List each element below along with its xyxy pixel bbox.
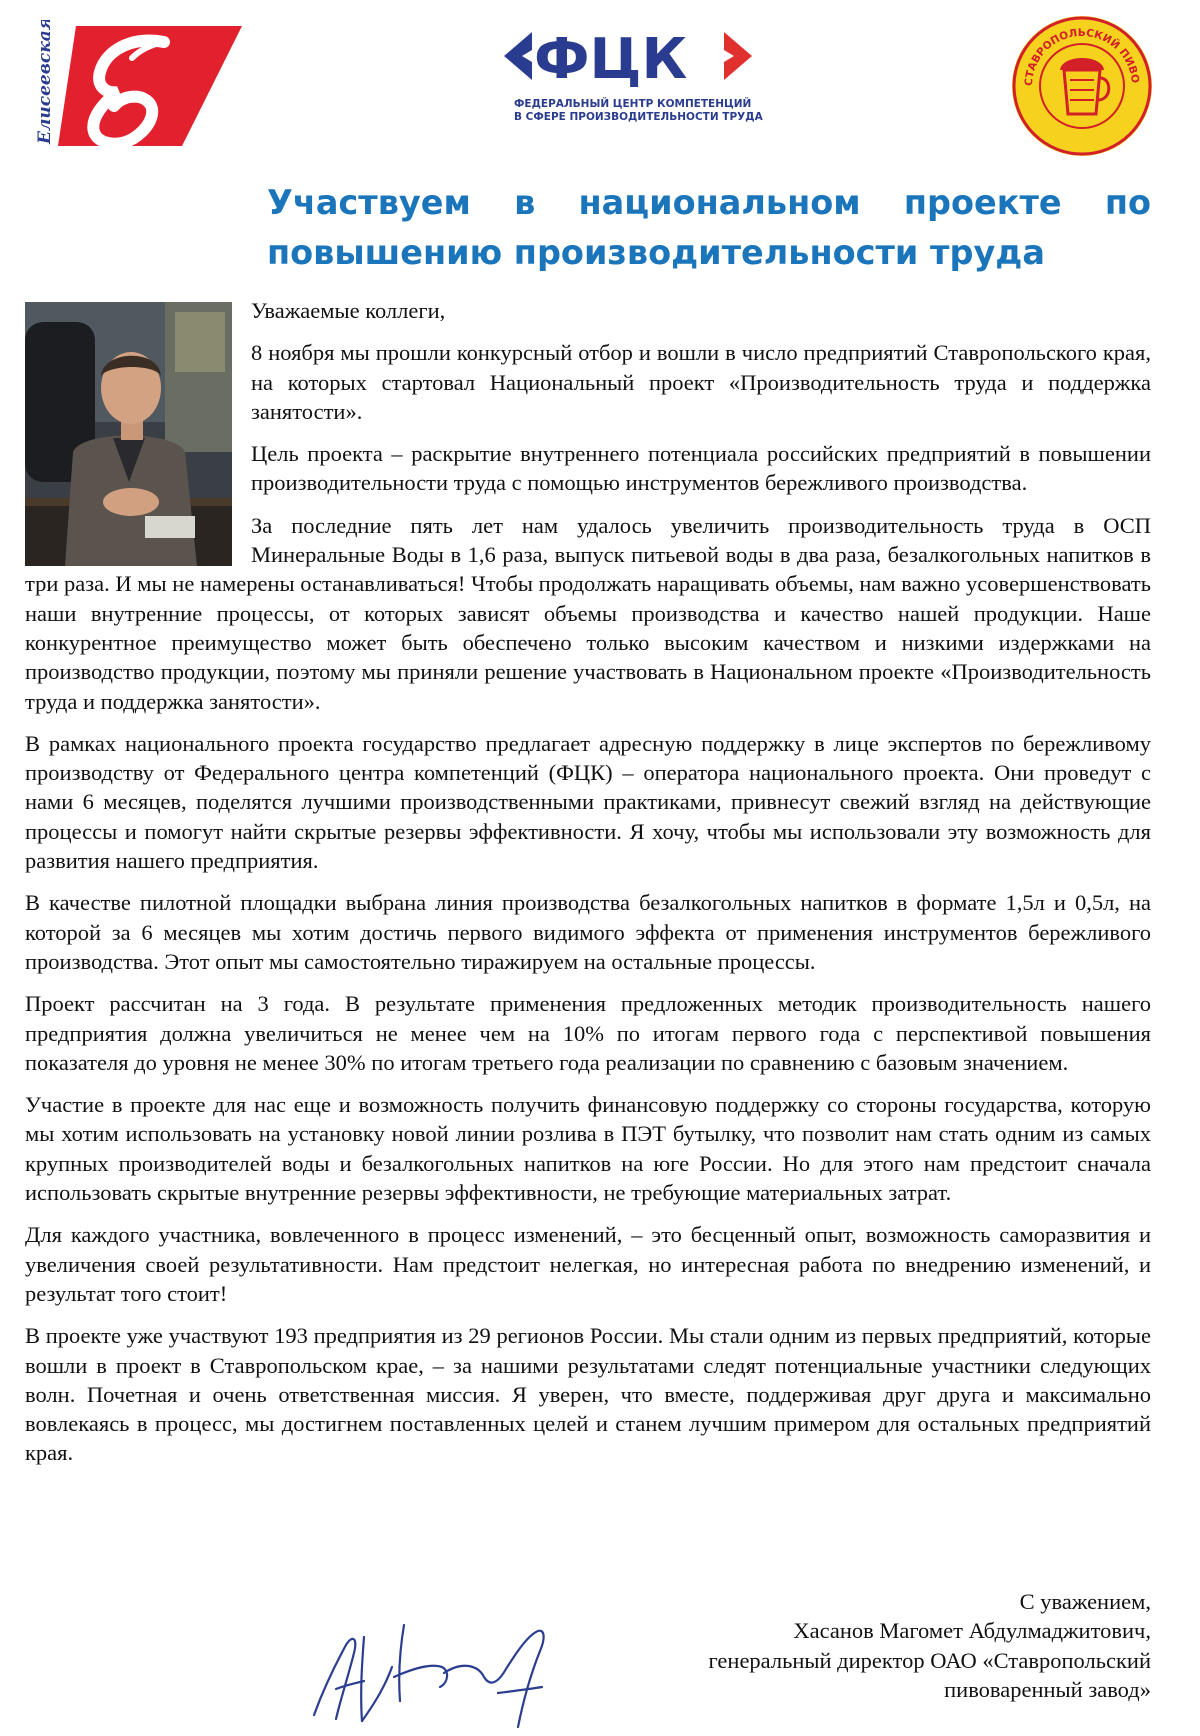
paragraph-3: За последние пять лет нам удалось увеличить производительность труда в ОСП Минеральные Воды в 1,6 раза, выпуск питьевой воды в два раза, безалкогольных напитков в три раза. И мы не намерены останавливаться! Чтобы продолжать наращивать объемы, нам важно усовершенствовать наши внутренние процессы, от которых зависят объемы производства и качество нашей продукции. Наше конкурентное преимущество может быть обеспечено только высоким качеством и низкими издержками на производство продукции, поэтому мы приняли решение участвовать в Национальном проекте «Производительность труда и поддержка занятости». [25,512,1151,714]
fck-subtitle-line1: ФЕДЕРАЛЬНЫЙ ЦЕНТР КОМПЕТЕНЦИЙ [514,98,752,110]
handwritten-signature [302,1597,574,1731]
fck-subtitle [514,98,764,124]
closing: С уважением, [1019,1589,1151,1614]
fck-abbr: ФЦК [534,27,688,92]
paragraph-1: 8 ноября мы прошли конкурсный отбор и вошли в число предприятий Ставропольского края, на которых стартовал Национальный проект «Производительность труда и поддержка занятости». [251,340,1151,424]
eliseevskaya-logo [14,20,246,152]
seal-text: СТАВРОПОЛЬСКИЙ ПИВО [1022,26,1142,87]
paragraph-5: В качестве пилотной площадки выбрана линия производства безалкогольных напитков в формате 1,5л и 0,5л, на которой за 6 месяцев мы хотим достичь первого видимого эффекта от применения инструментов бережливого производства. Этот опыт мы самостоятельно тиражируем на остальные процессы. [25,890,1151,974]
letter-body [25,296,1151,1481]
paragraph-7: Участие в проекте для нас еще и возможность получить финансовую поддержку со стороны государства, которую мы хотим использовать на установку новой линии розлива в ПЭТ бутылку, что позволит нам стать одним из самых крупных производителей воды и безалкогольных напитков на юге России. Но для этого нам предстоит сначала использовать скрытые внутренние резервы эффективности, не требующие материальных затрат. [25,1092,1151,1206]
signer-position-line1: генеральный директор ОАО «Ставропольский [708,1647,1151,1673]
brewery-seal-logo [1010,14,1154,158]
fck-subtitle-line2: В СФЕРЕ ПРОИЗВОДИТЕЛЬНОСТИ ТРУДА [514,111,763,123]
paragraph-2: Цель проекта – раскрытие внутреннего потенциала российских предприятий в повышении производительности труда с помощью инструментов бережливого производства. [251,441,1151,496]
paragraph-6: Проект рассчитан на 3 года. В результате применения предложенных методик производительность нашего предприятия должна увеличиться не менее чем на 10% по итогам первого года с перспективой повышения показателя до уровня не менее 30% по итогам третьего года реализации по сравнению с базовым значением. [25,991,1151,1075]
greeting: Уважаемые коллеги, [251,298,446,323]
signoff-block [708,1587,1151,1704]
paragraph-4: В рамках национального проекта государство предлагает адресную поддержку в лице экспертов по бережливому производству от Федерального центра компетенций (ФЦК) – оператора национального проекта. Они проведут с нами 6 месяцев, поделятся лучшими производственными практиками, привнесут свежий взгляд на действующие процессы и помогут найти скрытые резервы эффективности. Я хочу, чтобы мы использовали эту возможность для развития нашего предприятия. [25,730,1151,874]
svg-text:Елисеевская: Елисеевская [35,20,55,144]
page-title [267,178,1151,278]
title-line1: Участвуем в национальном проекте по [267,183,1151,222]
paragraph-8: Для каждого участника, вовлеченного в процесс изменений, – это бесценный опыт, возможность саморазвития и увеличения своей результативности. Нам предстоит нелегкая, но интересная работа по внедрению изменений, и результат того стоит! [25,1222,1151,1306]
title-line2: повышению производительности труда [267,233,1045,272]
paragraph-9: В проекте уже участвуют 193 предприятия из 29 регионов России. Мы стали одним из первых предприятий, которые вошли в проект в Ставропольском крае, – за нашими результатами следят потенциальные участники следующих волн. Почетная и очень ответственная миссия. Я уверен, что вместе, поддерживая друг друга и максимально вовлекаясь в процесс, мы достигнем поставленных целей и станем лучшим примером для остальных предприятий края. [25,1323,1151,1466]
signer-position-line2: пивоваренный завод» [944,1676,1151,1702]
fck-logo [498,20,764,130]
signer-name: Хасанов Магомет Абдулмаджитович, [793,1618,1151,1644]
